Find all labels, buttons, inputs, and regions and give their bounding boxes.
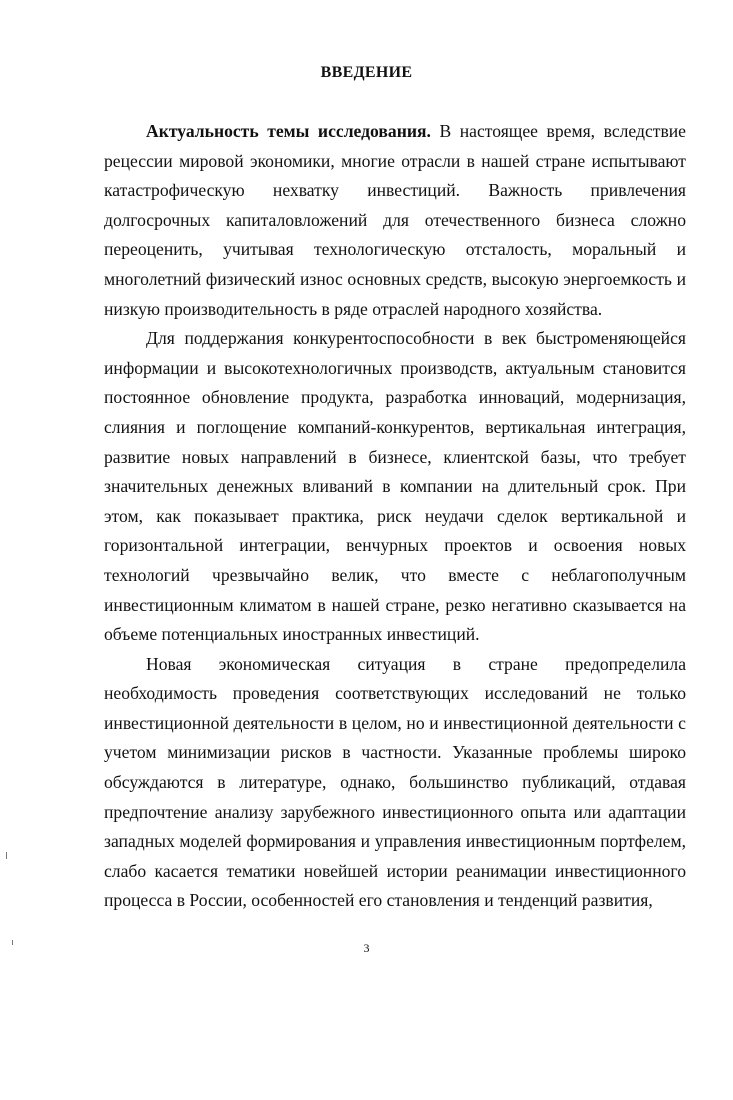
scan-margin-mark <box>6 852 7 859</box>
paragraph-text: Новая экономическая ситуация в стране предопределила необходимость проведения соответствующих исследований не только инвестиционной деятельности в целом, но и инвестиционной деятельности с учетом минимизации рисков в частности. Указанные проблемы широко обсуждаются в литературе, однако, большинство публикаций, отдавая предпочтение анализу зарубежного инвестиционного опыта или адаптации западных моделей формирования и управления инвестиционным портфелем, слабо касается тематики новейшей истории реанимации инвестиционного процесса в России, особенностей его становления и тенденций развития, <box>104 653 686 911</box>
body-text <box>104 117 686 916</box>
paragraph-lead-bold: Актуальность темы исследования. <box>146 121 431 141</box>
paragraph-text: Для поддержания конкурентоспособности в век быстроменяющейся информации и высокотехнологичных производств, актуальным становится постоянное обновление продукта, разработка инноваций, модернизация, слияния и поглощение компаний-конкурентов, вертикальная интеграция, развитие новых направлений в бизнесе, клиентской базы, что требует значительных денежных вливаний в компании на длительный срок. При этом, как показывает практика, риск неудачи сделок вертикальной и горизонтальной интеграции, венчурных проектов и освоения новых технологий чрезвычайно велик, что вместе с неблагополучным инвестиционным климатом в нашей стране, резко негативно сказывается на объеме потенциальных иностранных инвестиций. <box>104 328 686 645</box>
paragraph-competitiveness <box>104 324 686 650</box>
paragraph-text: В настоящее время, вследствие рецессии мировой экономики, многие отрасли в нашей стране испытывают катастрофическую нехватку инвестиций. Важность привлечения долгосрочных капиталовложений для отечественного бизнеса сложно переоценить, учитывая технологическую отсталость, моральный и многолетний физический износ основных средств, высокую энергоемкость и низкую производительность в ряде отраслей народного хозяйства. <box>104 121 686 319</box>
page-heading: ВВЕДЕНИЕ <box>320 64 413 81</box>
scan-margin-mark <box>12 940 13 945</box>
page-number: 3 <box>363 941 370 955</box>
paragraph-economic-situation <box>104 650 686 916</box>
paragraph-relevance <box>104 117 686 324</box>
